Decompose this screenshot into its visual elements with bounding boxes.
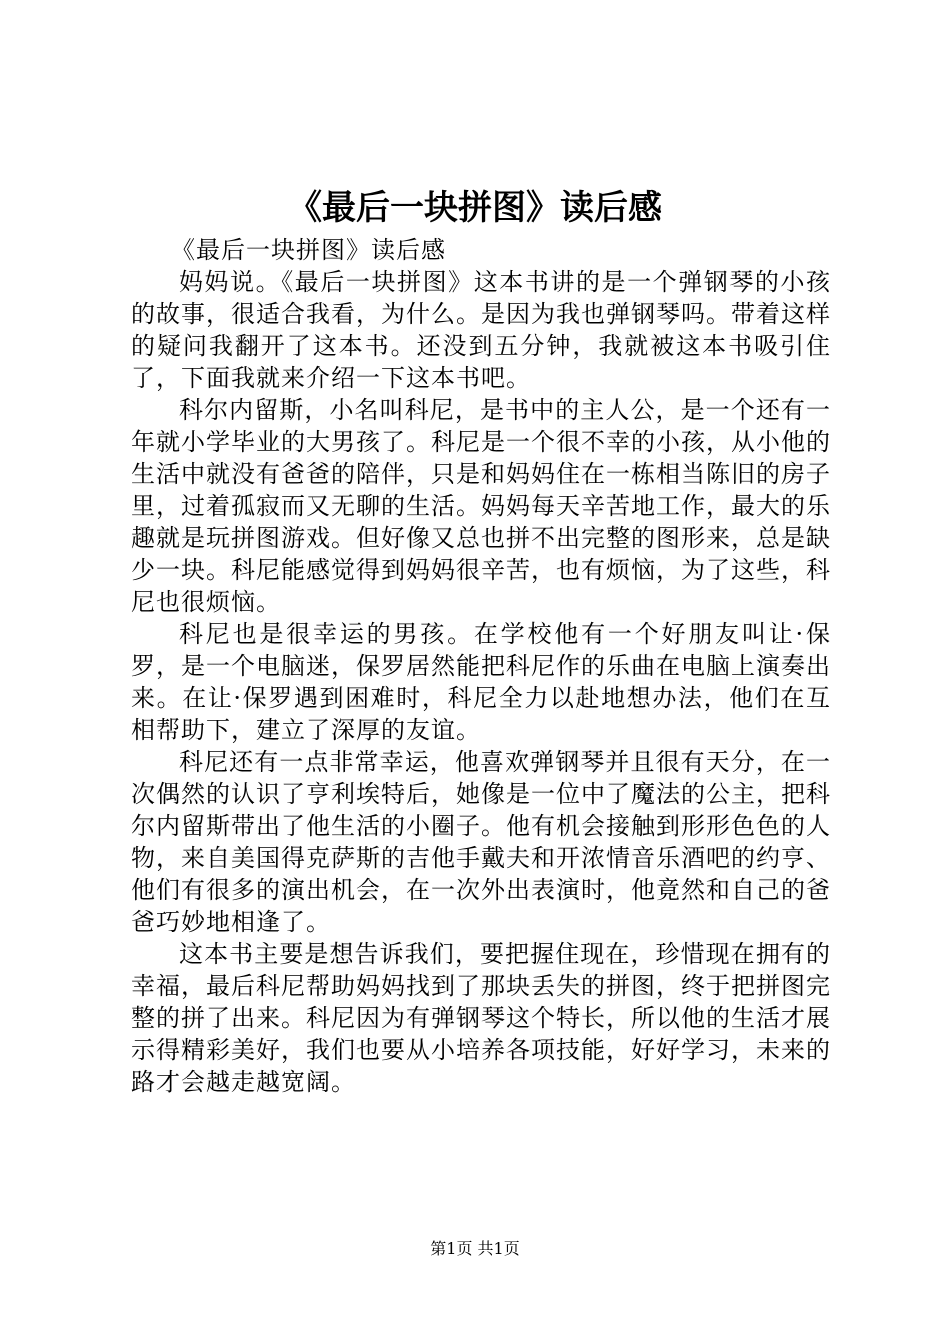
page-number-footer: 第1页 共1页 [430, 1239, 520, 1258]
body-paragraph: 科尼还有一点非常幸运，他喜欢弹钢琴并且很有天分，在一次偶然的认识了亨利埃特后，她像是一位中了魔法的公主，把科尔内留斯带出了他生活的小圈子。他有机会接触到形形色色的人物，来自美国得克萨斯的吉他手戴夫和开浓情音乐酒吧的约亨、他们有很多的演出机会，在一次外出表演时，他竟然和自己的爸爸巧妙地相逢了。 [131, 748, 831, 936]
body-paragraph: 妈妈说。《最后一块拼图》这本书讲的是一个弹钢琴的小孩的故事，很适合我看，为什么。是因为我也弹钢琴吗。带着这样的疑问我翻开了这本书。还没到五分钟，我就被这本书吸引住了，下面我就来介绍一下这本书吧。 [131, 268, 831, 392]
body-paragraph: 这本书主要是想告诉我们，要把握住现在，珍惜现在拥有的幸福，最后科尼帮助妈妈找到了那块丢失的拼图，终于把拼图完整的拼了出来。科尼因为有弹钢琴这个特长，所以他的生活才展示得精彩美好，我们也要从小培养各项技能，好好学习，未来的路才会越走越宽阔。 [131, 940, 831, 1096]
subtitle-paragraph: 《最后一块拼图》读后感 [171, 236, 446, 264]
document-title: 《最后一块拼图》读后感 [288, 188, 662, 228]
document-body [131, 234, 831, 1098]
body-paragraph: 科尔内留斯，小名叫科尼，是书中的主人公，是一个还有一年就小学毕业的大男孩了。科尼是一个很不幸的小孩，从小他的生活中就没有爸爸的陪伴，只是和妈妈住在一栋相当陈旧的房子里，过着孤寂而又无聊的生活。妈妈每天辛苦地工作，最大的乐趣就是玩拼图游戏。但好像又总也拼不出完整的图形来，总是缺少一块。科尼能感觉得到妈妈很辛苦，也有烦恼，为了这些，科尼也很烦恼。 [131, 396, 831, 616]
body-paragraph: 科尼也是很幸运的男孩。在学校他有一个好朋友叫让·保罗，是一个电脑迷，保罗居然能把科尼作的乐曲在电脑上演奏出来。在让·保罗遇到困难时，科尼全力以赴地想办法，他们在互相帮助下，建立了深厚的友谊。 [131, 620, 831, 744]
